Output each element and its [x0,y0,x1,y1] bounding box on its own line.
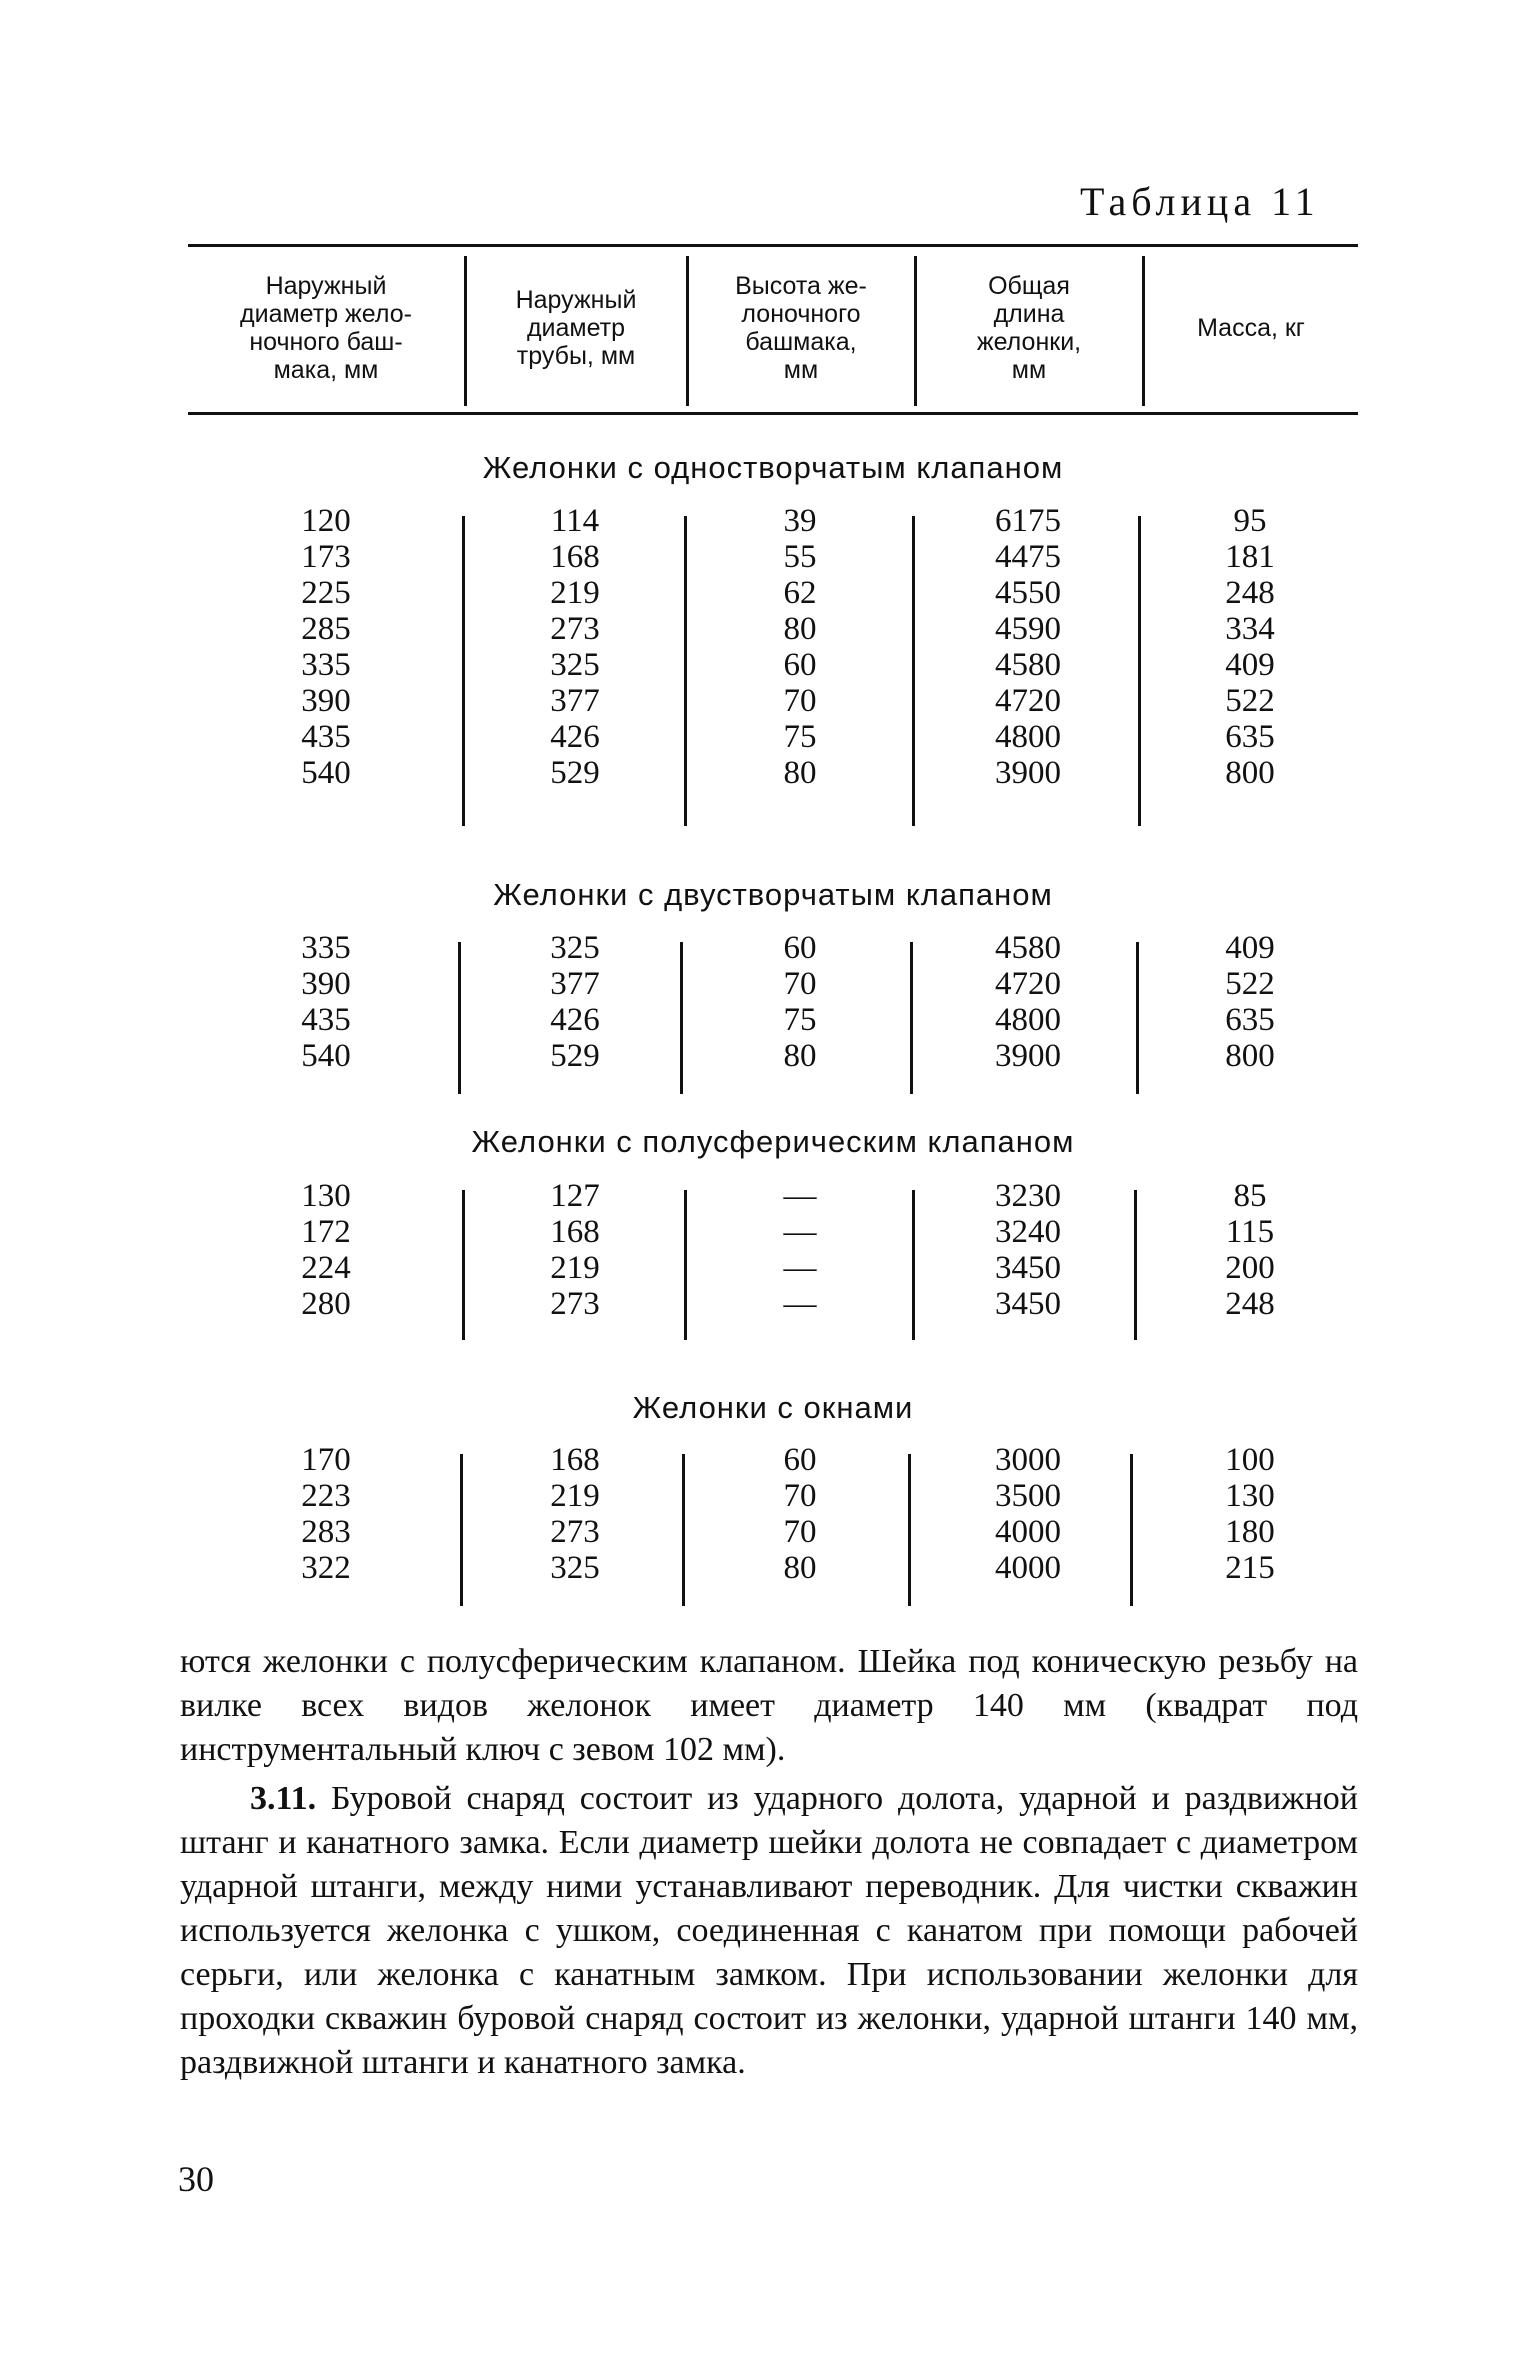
table-cell: 80 [783,611,817,647]
table-row [188,1442,1358,1478]
table-cell: 120 [301,503,351,539]
table-cell: 273 [550,1286,600,1322]
table-cell: 85 [1233,1178,1267,1214]
column-line [462,516,465,826]
section-title: Желонки с окнами [632,1390,914,1425]
paragraph-text: Буровой снаряд состоит из ударного долота, ударной и раздвижной штанг и канатного замка. Если диаметр шейки долота не совпадает с диаметром ударной штанги, между ними устанавливают переводник. Для чистки скважин используется желонка с ушком, соединенная с канатом при помощи рабочей серьги, или желонка с канатным замком. При использовании желонки для проходки скважин буровой снаряд состоит из желонки, ударной штанги 140 мм, раздвижной штанги и канатного замка. [180,1780,1358,2081]
table-cell: 4720 [995,683,1061,719]
table-cell: 70 [783,683,817,719]
table-row [188,647,1358,683]
body-paragraph [180,1777,1358,2085]
table-cell: 168 [550,1214,600,1250]
table-cell: 335 [301,930,351,966]
column-line [684,516,687,826]
table-cell: 390 [301,966,351,1002]
table-cell: 170 [301,1442,351,1478]
table-cell: 280 [301,1286,351,1322]
section-rows [188,503,1358,791]
table-cell: 522 [1225,966,1275,1002]
table-cell: 200 [1225,1250,1275,1286]
table-cell: 225 [301,575,351,611]
table-cell: 39 [783,503,817,539]
table-cell: 4580 [995,647,1061,683]
table-cell: 115 [1225,1214,1275,1250]
table-cell: 80 [783,1038,817,1074]
table-cell: 168 [550,1442,600,1478]
column-line [680,942,683,1094]
column-line [910,942,913,1094]
table-cell: 3900 [995,1038,1061,1074]
table-cell: 4800 [995,719,1061,755]
table-top-rule [188,244,1358,247]
column-line [908,1454,911,1606]
table-cell: 6175 [995,503,1061,539]
table-cell: 80 [783,755,817,791]
section-number: 3.11. [250,1780,317,1817]
table-cell: 70 [783,1514,817,1550]
table-cell: 4720 [995,966,1061,1002]
column-line [1130,1454,1133,1606]
table-cell: 180 [1225,1514,1275,1550]
table-cell: 130 [1225,1478,1275,1514]
table-cell: 529 [550,755,600,791]
table-cell: 4800 [995,1002,1061,1038]
table-cell: 325 [550,1550,600,1586]
table-caption: Таблица 11 [1080,179,1320,224]
header-outer-diameter-pipe: Наружный диаметр трубы, мм [515,286,637,370]
table-cell: 529 [550,1038,600,1074]
table-cell: 435 [301,719,351,755]
table-cell: 4000 [995,1514,1061,1550]
table-cell: 4580 [995,930,1061,966]
table-cell: 273 [550,1514,600,1550]
table-cell: 223 [301,1478,351,1514]
table-cell: 334 [1225,611,1275,647]
table-cell: — [783,1214,817,1250]
table-cell: 95 [1233,503,1267,539]
column-line [458,942,461,1094]
table-cell: 409 [1225,647,1275,683]
table-cell: 248 [1225,1286,1275,1322]
header-mass: Масса, кг [1197,314,1305,342]
table-cell: 322 [301,1550,351,1586]
table-row [188,1514,1358,1550]
table-row [188,930,1358,966]
table-cell: — [783,1250,817,1286]
table-cell: 219 [550,1250,600,1286]
table-cell: 75 [783,1002,817,1038]
table-cell: 224 [301,1250,351,1286]
table-cell: 325 [550,647,600,683]
table-cell: 285 [301,611,351,647]
column-line [1138,516,1141,826]
table-cell: 540 [301,755,351,791]
column-line [460,1454,463,1606]
table-row [188,683,1358,719]
table-cell: 248 [1225,575,1275,611]
table-cell: 435 [301,1002,351,1038]
table-row [188,719,1358,755]
table-cell: 335 [301,647,351,683]
table-row [188,611,1358,647]
table-cell: 273 [550,611,600,647]
table-cell: 635 [1225,1002,1275,1038]
table-cell: — [783,1178,817,1214]
table-cell: 181 [1225,539,1275,575]
table-cell: 800 [1225,755,1275,791]
table-cell: 60 [783,647,817,683]
table-row [188,1214,1358,1250]
table-row [188,1478,1358,1514]
header-shoe-height: Высота же- лоночного башмака, мм [735,272,867,384]
table-cell: 60 [783,1442,817,1478]
table-cell: 426 [550,719,600,755]
table-cell: 60 [783,930,817,966]
table-row [188,1250,1358,1286]
table-row [188,503,1358,539]
table-cell: 168 [550,539,600,575]
table-cell: 172 [301,1214,351,1250]
table-cell: 3450 [995,1286,1061,1322]
section-rows [188,1442,1358,1586]
table-cell: 130 [301,1178,351,1214]
table-cell: 3240 [995,1214,1061,1250]
table-cell: 4000 [995,1550,1061,1586]
table-cell: 75 [783,719,817,755]
table-cell: 127 [550,1178,600,1214]
table-row [188,1002,1358,1038]
table-cell: 800 [1225,1038,1275,1074]
table-row [188,966,1358,1002]
table-cell: 219 [550,575,600,611]
table-cell: 377 [550,683,600,719]
table-cell: 173 [301,539,351,575]
table-cell: 3900 [995,755,1061,791]
table-cell: 3000 [995,1442,1061,1478]
column-line [912,1190,915,1340]
table-cell: 4550 [995,575,1061,611]
header-outer-diameter-shoe: Наружный диаметр жело- ночного баш- мака, мм [240,272,412,384]
body-paragraph: ются желонки с полусферическим клапаном. Шейка под коническую резьбу на вилке всех видов желонок имеет диаметр 140 мм (квадрат под инструментальный ключ с зевом 102 мм). [180,1643,1358,1768]
column-line [1136,942,1139,1094]
header-total-length: Общая длина желонки, мм [976,272,1082,384]
table-cell: 4475 [995,539,1061,575]
column-line [1134,1190,1137,1340]
table-cell: 409 [1225,930,1275,966]
table-row [188,1550,1358,1586]
section-rows [188,1178,1358,1322]
table-cell: 100 [1225,1442,1275,1478]
table-cell: 540 [301,1038,351,1074]
section-rows [188,930,1358,1074]
table-cell: 80 [783,1550,817,1586]
table-cell: 3450 [995,1250,1061,1286]
column-line [462,1190,465,1340]
table-cell: 114 [550,503,600,539]
table-cell: 3500 [995,1478,1061,1514]
table-cell: 4590 [995,611,1061,647]
table-cell: 390 [301,683,351,719]
table-cell: 70 [783,1478,817,1514]
table-header-bottom-rule [188,412,1358,415]
column-line [682,1454,685,1606]
table-row [188,1286,1358,1322]
table-cell: 426 [550,1002,600,1038]
page-number: 30 [178,2159,214,2199]
table-cell: 70 [783,966,817,1002]
table-row [188,1038,1358,1074]
table-cell: 215 [1225,1550,1275,1586]
table-row [188,755,1358,791]
section-title: Желонки с двустворчатым клапаном [493,877,1053,912]
table-cell: 635 [1225,719,1275,755]
section-title: Желонки с одностворчатым клапаном [482,450,1064,485]
table-cell: 3230 [995,1178,1061,1214]
table-cell: 377 [550,966,600,1002]
table-row [188,539,1358,575]
table-cell: 62 [783,575,817,611]
table-cell: 325 [550,930,600,966]
table-cell: — [783,1286,817,1322]
table-row [188,1178,1358,1214]
section-title: Желонки с полусферическим клапаном [471,1124,1075,1159]
column-line [912,516,915,826]
table-cell: 522 [1225,683,1275,719]
table-cell: 55 [783,539,817,575]
table-cell: 219 [550,1478,600,1514]
table-row [188,575,1358,611]
column-line [684,1190,687,1340]
table-cell: 283 [301,1514,351,1550]
